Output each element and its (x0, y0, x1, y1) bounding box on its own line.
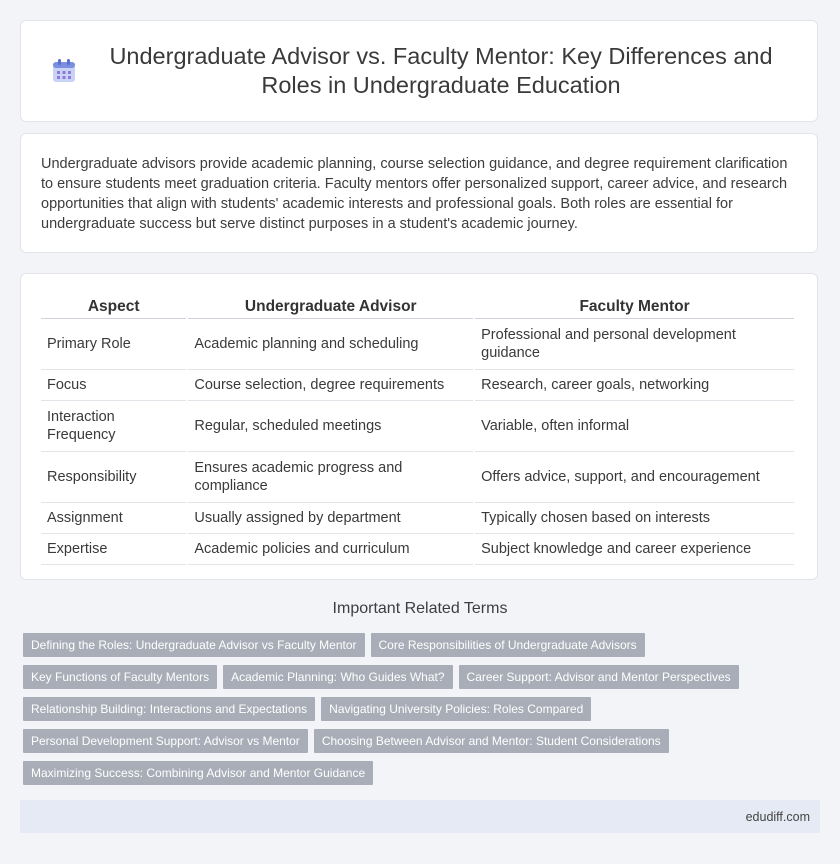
related-term-tag[interactable]: Academic Planning: Who Guides What? (223, 665, 452, 689)
cell-mentor: Subject knowledge and career experience (475, 534, 794, 565)
calendar-icon (51, 58, 77, 84)
comparison-card (20, 273, 818, 580)
comparison-table (39, 294, 796, 565)
related-term-tag[interactable]: Maximizing Success: Combining Advisor and Mentor Guidance (23, 761, 373, 785)
cell-aspect: Assignment (41, 503, 186, 534)
related-term-tag[interactable]: Career Support: Advisor and Mentor Perspectives (459, 665, 739, 689)
table-row (41, 503, 794, 534)
cell-mentor: Research, career goals, networking (475, 370, 794, 401)
intro-paragraph: Undergraduate advisors provide academic planning, course selection guidance, and degree requirement clarification to ensure students meet graduation criteria. Faculty mentors offer personalized support, career advice, and research opportunities that align with students' academic interests and professional goals. Both roles are essential for undergraduate success but serve distinct purposes in a student's academic journey. (41, 156, 788, 232)
related-term-tag[interactable]: Personal Development Support: Advisor vs Mentor (23, 729, 308, 753)
related-term-tag[interactable]: Key Functions of Faculty Mentors (23, 665, 217, 689)
header-faculty-mentor: Faculty Mentor (475, 294, 794, 319)
related-terms-list (23, 633, 823, 793)
cell-mentor: Professional and personal development guidance (475, 319, 794, 370)
table-row (41, 370, 794, 401)
cell-mentor: Typically chosen based on interests (475, 503, 794, 534)
cell-mentor: Variable, often informal (475, 401, 794, 452)
title-card (20, 20, 818, 122)
table-header-row (41, 294, 794, 319)
cell-advisor: Ensures academic progress and compliance (188, 452, 473, 503)
related-term-tag[interactable]: Core Responsibilities of Undergraduate Advisors (371, 633, 645, 657)
page-title: Undergraduate Advisor vs. Faculty Mentor: Key Differences and Roles in Undergraduate Education (109, 43, 773, 98)
cell-advisor: Academic policies and curriculum (188, 534, 473, 565)
cell-advisor: Academic planning and scheduling (188, 319, 473, 370)
cell-aspect: Interaction Frequency (41, 401, 186, 452)
related-term-tag[interactable]: Defining the Roles: Undergraduate Advisor vs Faculty Mentor (23, 633, 365, 657)
table-row (41, 534, 794, 565)
cell-mentor: Offers advice, support, and encouragement (475, 452, 794, 503)
table-row (41, 319, 794, 370)
header-undergraduate-advisor: Undergraduate Advisor (188, 294, 473, 319)
related-terms-heading: Important Related Terms (332, 600, 508, 617)
cell-advisor: Regular, scheduled meetings (188, 401, 473, 452)
cell-advisor: Course selection, degree requirements (188, 370, 473, 401)
footer (20, 800, 820, 833)
table-row (41, 452, 794, 503)
cell-aspect: Responsibility (41, 452, 186, 503)
cell-aspect: Primary Role (41, 319, 186, 370)
cell-aspect: Expertise (41, 534, 186, 565)
related-term-tag[interactable]: Choosing Between Advisor and Mentor: Student Considerations (314, 729, 669, 753)
related-term-tag[interactable]: Relationship Building: Interactions and Expectations (23, 697, 315, 721)
footer-site-link[interactable]: edudiff.com (745, 809, 810, 824)
cell-aspect: Focus (41, 370, 186, 401)
header-aspect: Aspect (41, 294, 186, 319)
related-term-tag[interactable]: Navigating University Policies: Roles Compared (321, 697, 591, 721)
cell-advisor: Usually assigned by department (188, 503, 473, 534)
intro-card (20, 133, 818, 253)
table-row (41, 401, 794, 452)
